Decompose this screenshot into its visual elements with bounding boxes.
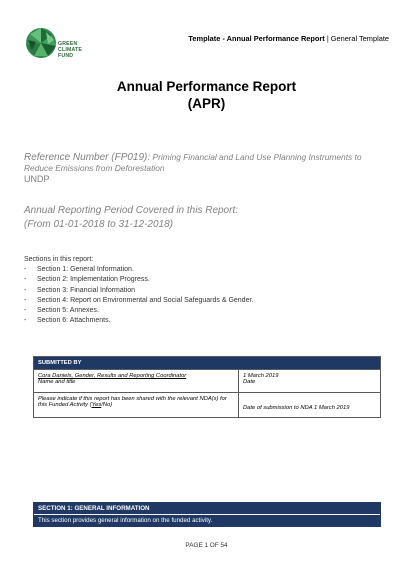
section1-heading: SECTION 1: GENERAL INFORMATION — [34, 503, 380, 514]
name-caption: Name and title — [38, 379, 76, 385]
period-range: (From 01-01-2018 to 31-12-2018) — [24, 219, 173, 230]
reference-label: Reference Number (FP019): — [24, 152, 151, 163]
globe-logo-icon — [24, 26, 58, 60]
sections-list — [24, 255, 253, 326]
table-row — [34, 392, 380, 417]
gcf-logo — [24, 26, 104, 76]
section1-box — [33, 502, 381, 527]
list-item: - Section 1: General Information. — [24, 265, 253, 275]
date-cell — [239, 370, 380, 392]
project-title: Priming Financial and Land Use Planning Instruments to Reduce Emissions from Deforestation — [24, 152, 362, 173]
submitter-name: Cora Daniels, Gender, Results and Reporting Coordinator — [38, 373, 187, 379]
template-title: Template - Annual Performance Report — [188, 34, 325, 43]
template-subtitle: | General Template — [324, 34, 389, 43]
list-item: - Section 4: Report on Environmental and Social Safeguards & Gender. — [24, 296, 253, 306]
organization: UNDP — [24, 174, 50, 184]
name-cell — [34, 370, 239, 392]
logo-wordmark: GREEN CLIMATE FUND — [58, 41, 83, 59]
reference-block — [24, 152, 390, 185]
title-line2: (APR) — [187, 96, 226, 111]
nda-shared-yes: Yes — [91, 402, 102, 408]
section1-description: This section provides general information on the funded activity. — [34, 514, 380, 526]
table-row — [34, 369, 380, 392]
list-item: - Section 3: Financial Information — [24, 286, 253, 296]
nda-shared-text: Please indicate if this report has been shared with the relevant NDA(s) for this Funded Activity ( — [38, 396, 227, 408]
date-caption: Date — [243, 379, 256, 385]
template-header — [188, 34, 389, 43]
submitted-by-table — [33, 356, 381, 418]
document-title — [0, 78, 413, 112]
period-label: Annual Reporting Period Covered in this Report: — [24, 205, 239, 216]
title-line1: Annual Performance Report — [116, 79, 297, 94]
list-item: - Section 2: Implementation Progress. — [24, 275, 253, 285]
sections-heading: Sections in this report: — [24, 256, 94, 263]
nda-date-cell — [239, 393, 380, 417]
submitted-by-heading: SUBMITTED BY — [34, 357, 380, 369]
page-number: PAGE 1 OF 54 — [185, 542, 228, 549]
reporting-period — [24, 204, 238, 232]
list-item: - Section 5: Annexes. — [24, 306, 253, 316]
nda-shared-cell — [34, 393, 239, 417]
nda-shared-no: /No) — [101, 402, 113, 408]
submission-date: 1 March 2019 — [243, 373, 279, 379]
nda-date: Date of submission to NDA 1 March 2019 — [243, 405, 350, 411]
list-item: - Section 6: Attachments. — [24, 316, 253, 326]
